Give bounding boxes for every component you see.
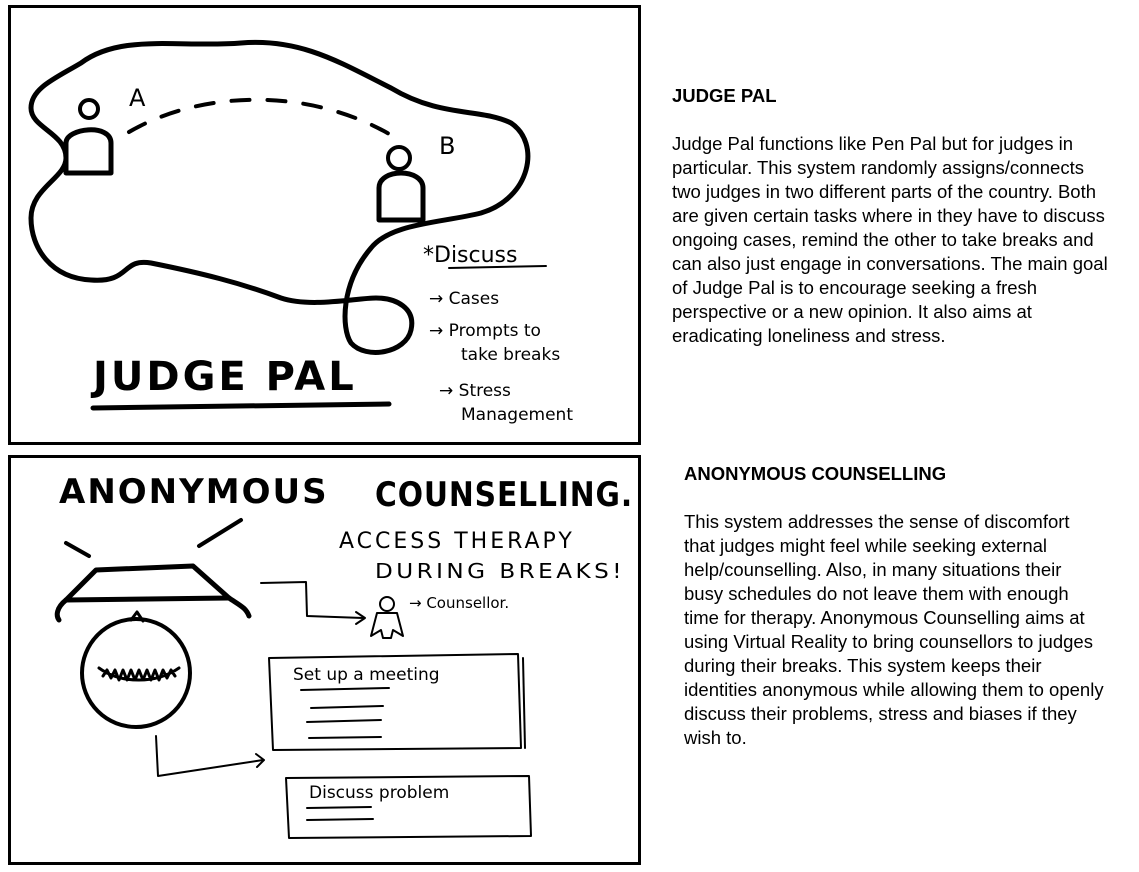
tagline-line-1: ACCESS THERAPY	[339, 529, 575, 554]
discuss-heading: *Discuss	[423, 243, 518, 268]
judge-pal-sketch	[11, 8, 638, 442]
sketch-title-anonymous: ANONYMOUS	[59, 472, 329, 512]
title-underline	[93, 404, 389, 408]
judge-pal-sketch-panel	[8, 5, 641, 445]
person-b-head-icon	[388, 147, 410, 169]
judge-pal-description: Judge Pal functions like Pen Pal but for judges in particular. This system randomly assigns/connects two judges in two different parts of the country. Both are given certain tasks where in they have to discuss ongoing cases, remind the other to take breaks and can also just engage in conversations. The main goal of Judge Pal is to encourage seeking a fresh perspective or a new opinion. It also aims at eradicating loneliness and stress.	[672, 133, 1108, 346]
counsellor-icon	[371, 597, 403, 638]
person-a-body-icon	[66, 130, 111, 173]
card-meeting-lines	[301, 688, 389, 738]
card-meeting-title: Set up a meeting	[293, 665, 440, 685]
card-problem-lines	[307, 807, 373, 820]
judge-pal-sketch-title: JUDGE PAL	[93, 354, 357, 400]
discuss-item-prompts: → Prompts to	[429, 321, 541, 341]
discuss-item-stress: → Stress	[439, 381, 511, 401]
card-problem-title: Discuss problem	[309, 783, 450, 803]
discuss-item-breaks: take breaks	[461, 345, 561, 365]
anonymous-counselling-description: This system addresses the sense of discomfort that judges might feel while seeking external help/counselling. Also, in many situations their busy schedules do not leave them with enough time for therapy. Anonymous Counselling aims at using Virtual Reality to bring counsellors to judges during their breaks. This system keeps their identities anonymous while allowing them to openly discuss their problems, stress and biases if they wish to.	[684, 511, 1104, 748]
anonymous-counselling-sketch	[11, 458, 638, 862]
vr-headset-icon	[57, 520, 249, 620]
connection-dashed-line	[129, 100, 396, 138]
anonymous-counselling-description-block	[684, 462, 1104, 750]
label-a: A	[129, 84, 146, 112]
arrow-to-cards	[156, 736, 263, 776]
anonymous-counselling-sketch-panel	[8, 455, 641, 865]
person-b-body-icon	[379, 173, 423, 220]
judge-face-icon	[82, 612, 190, 727]
judge-pal-description-block	[672, 84, 1112, 348]
counsellor-label: → Counsellor.	[409, 594, 510, 612]
discuss-item-management: Management	[461, 405, 573, 425]
discuss-item-cases: → Cases	[429, 289, 500, 309]
anonymous-counselling-heading: ANONYMOUS COUNSELLING	[684, 463, 947, 484]
tagline-line-2: DURING BREAKS!	[375, 559, 625, 583]
arrow-to-counsellor	[261, 582, 363, 618]
label-b: B	[439, 132, 456, 160]
judge-pal-heading: JUDGE PAL	[672, 85, 777, 106]
person-a-head-icon	[80, 100, 98, 118]
sketch-title-counselling: COUNSELLING.	[375, 475, 633, 515]
